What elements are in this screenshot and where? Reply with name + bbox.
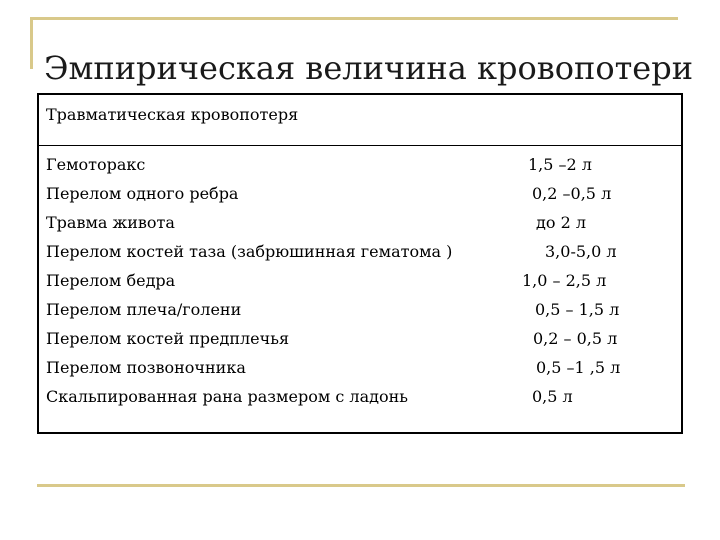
row-value: 1,5 –2 л (528, 155, 592, 174)
table-row (39, 353, 681, 382)
table-row (39, 179, 681, 208)
accent-line-top (30, 17, 678, 20)
accent-line-bottom (37, 484, 685, 487)
accent-line-left (30, 17, 33, 69)
row-value: 0,2 – 0,5 л (533, 329, 618, 348)
row-value: до 2 л (536, 213, 586, 232)
table-row (39, 150, 681, 179)
row-value: 3,0-5,0 л (545, 242, 617, 261)
row-label: Травма живота (46, 213, 175, 232)
row-label: Скальпированная рана размером с ладонь (46, 387, 408, 406)
row-value: 0,5 л (532, 387, 573, 406)
slide-title: Эмпирическая величина кровопотери (44, 49, 694, 88)
row-value: 0,5 – 1,5 л (535, 300, 620, 319)
table-row (39, 324, 681, 353)
row-label: Перелом костей таза (забрюшинная гематома ) (46, 242, 453, 261)
table-row (39, 266, 681, 295)
blood-loss-table (37, 93, 683, 434)
row-label: Гемоторакс (46, 155, 146, 174)
table-row (39, 382, 681, 411)
row-value: 0,5 –1 ,5 л (536, 358, 621, 377)
table-header: Травматическая кровопотеря (39, 95, 681, 146)
table-row (39, 295, 681, 324)
row-label: Перелом позвоночника (46, 358, 246, 377)
row-value: 1,0 – 2,5 л (522, 271, 607, 290)
row-label: Перелом костей предплечья (46, 329, 290, 348)
table-row (39, 208, 681, 237)
row-label: Перелом бедра (46, 271, 176, 290)
row-label: Перелом плеча/голени (46, 300, 242, 319)
row-value: 0,2 –0,5 л (532, 184, 612, 203)
table-row (39, 237, 681, 266)
table-rows (39, 146, 681, 411)
row-label: Перелом одного ребра (46, 184, 239, 203)
